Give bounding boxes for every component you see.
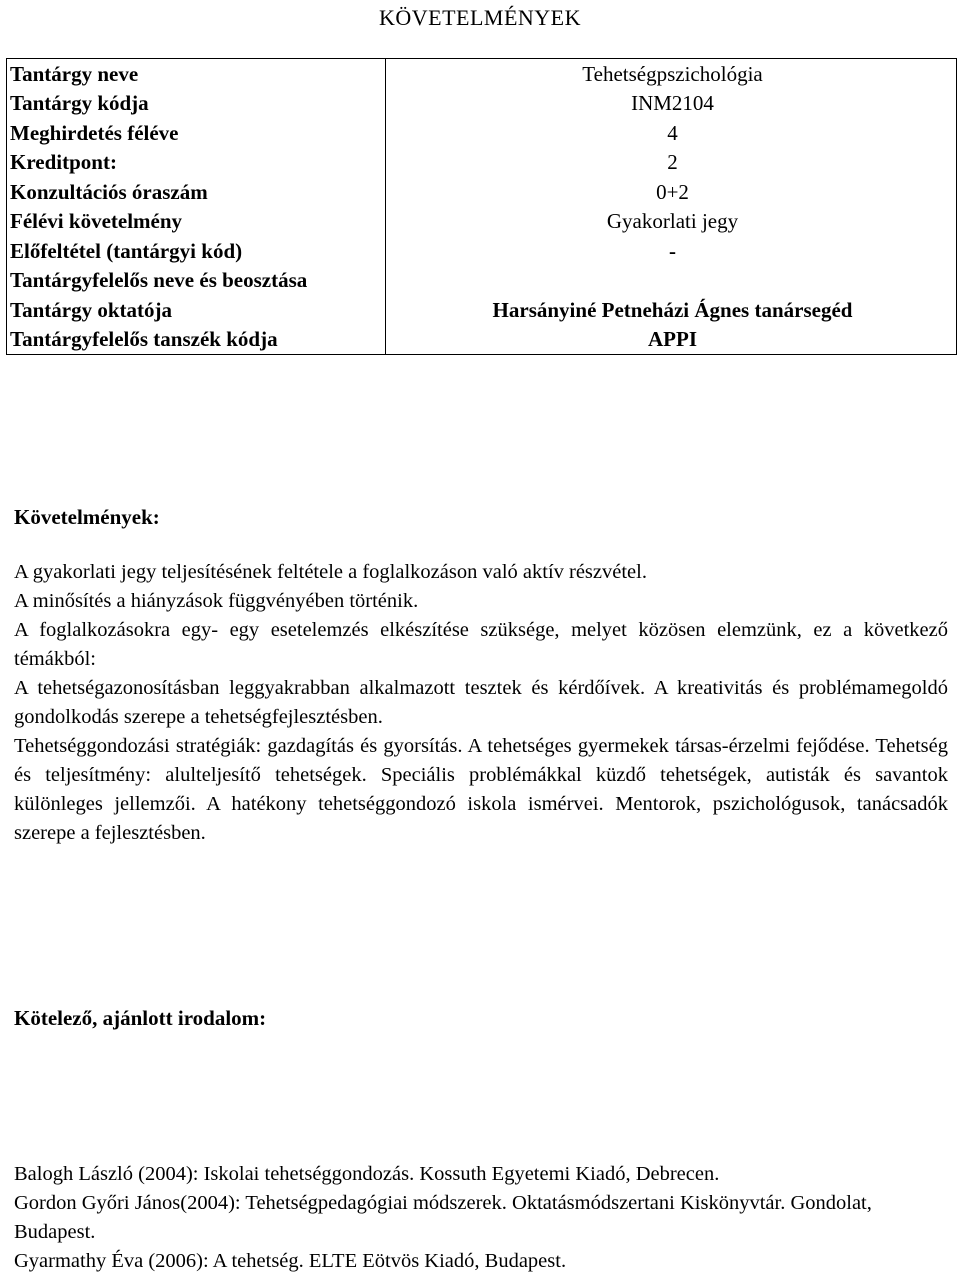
literature-heading: Kötelező, ajánlott irodalom: <box>14 1006 267 1030</box>
row-label: Tantárgyfelelős tanszék kódja <box>7 325 386 355</box>
literature-list <box>14 1160 954 1276</box>
row-label: Kreditpont: <box>7 148 386 178</box>
requirements-heading: Követelmények: <box>14 505 160 529</box>
row-value: INM2104 <box>631 91 714 116</box>
requirements-paragraph: Tehetséggondozási stratégiák: gazdagítás és gyorsítás. A tehetséges gyermekek társas-érzelmi fejődése. Tehetség és teljesítmény: alulteljesítő tehetségek. Speciális problémákkal küzdő tehetségek, autisták és savantok különleges jellemzői. A hatékony tehetséggondozó iskola ismérvei. Mentorok, pszichológusok, tanácsadók szerepe a fejlesztésben. <box>14 735 948 844</box>
row-label: Tantárgy oktatója <box>7 295 386 325</box>
requirements-paragraph: A foglalkozásokra egy- egy esetelemzés elkészítése szüksége, melyet közösen elemzünk, ez a következő témákból: <box>14 619 948 670</box>
table-row <box>7 207 957 237</box>
page-title: KÖVETELMÉNYEK <box>378 5 582 30</box>
row-label: Félévi követelmény <box>7 207 386 237</box>
row-label: Tantárgy kódja <box>7 89 386 119</box>
row-value: Harsányiné Petneházi Ágnes tanársegéd <box>492 297 853 322</box>
table-row <box>7 148 957 178</box>
table-row <box>7 236 957 266</box>
table-row <box>7 177 957 207</box>
table-row <box>7 325 957 355</box>
row-value: APPI <box>648 327 697 352</box>
row-value: - <box>669 238 676 263</box>
course-info-table <box>6 58 957 355</box>
literature-item: Balogh László (2004): Iskolai tehetséggondozás. Kossuth Egyetemi Kiadó, Debrecen. <box>14 1163 720 1185</box>
requirements-paragraph: A minősítés a hiányzások függvényében történik. <box>14 590 419 612</box>
requirements-body <box>14 558 948 848</box>
table-row <box>7 295 957 325</box>
row-value: Tehetségpszichológia <box>582 61 763 86</box>
row-label: Tantárgy neve <box>7 59 386 89</box>
row-value: Gyakorlati jegy <box>606 209 739 234</box>
requirements-paragraph: A gyakorlati jegy teljesítésének feltétele a foglalkozáson való aktív részvétel. <box>14 561 647 583</box>
row-value: 0+2 <box>656 179 689 204</box>
requirements-paragraph: A tehetségazonosításban leggyakrabban alkalmazott tesztek és kérdőívek. A kreativitás és problémamegoldó gondolkodás szerepe a tehetségfejlesztésben. <box>14 677 948 728</box>
table-row <box>7 266 957 296</box>
literature-item: Gordon Győri János(2004): Tehetségpedagógiai módszerek. Oktatásmódszertani Kiskönyvtár. Gondolat, Budapest. <box>14 1192 872 1243</box>
row-label: Meghirdetés féléve <box>7 118 386 148</box>
row-value <box>386 266 957 296</box>
table-row <box>7 59 957 89</box>
row-label: Előfeltétel (tantárgyi kód) <box>7 236 386 266</box>
row-label: Konzultációs óraszám <box>7 177 386 207</box>
row-value: 2 <box>667 150 678 175</box>
row-label: Tantárgyfelelős neve és beosztása <box>7 266 386 296</box>
table-row <box>7 89 957 119</box>
table-row <box>7 118 957 148</box>
row-value: 4 <box>667 120 678 145</box>
literature-item: Gyarmathy Éva (2006): A tehetség. ELTE Eötvös Kiadó, Budapest. <box>14 1250 567 1272</box>
